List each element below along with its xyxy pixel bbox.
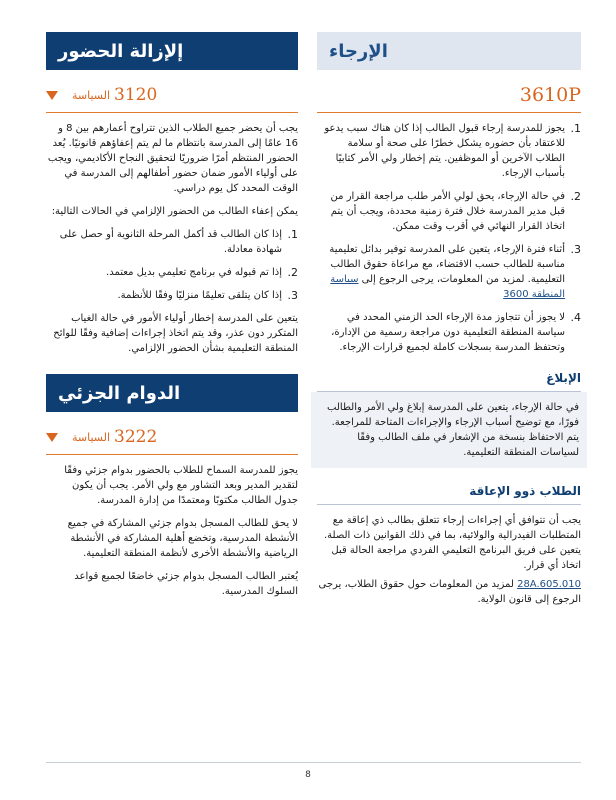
paragraph: يُعتبر الطالب المسجل بدوام جزئي خاضعًا لجميع قواعد السلوك المدرسية. — [74, 571, 298, 597]
policy-code-row — [46, 424, 298, 455]
policy-code-label: السياسة — [72, 430, 111, 444]
intro-paragraph: يجب أن يحضر جميع الطلاب الذين تتراوح أعمارهم بين 8 و 16 عامًا إلى المدرسة بانتظام ما لم يتم إعفاؤهم قانونيًا. يُعد الحضور المنتظم أمرًا ضروريًا لتحقيق النجاح الأكاديمي، ويجب على أولياء الأمور ضمان حضور أطفالهم إلى المدرسة في الوقت المحدد كل يوم دراسي. — [47, 123, 298, 194]
policy-code-row — [317, 82, 581, 113]
paragraph: يجب أن تتوافق أي إجراءات إرجاء تتعلق بطالب ذي إعاقة مع المتطلبات الفيدرالية والولائية، بما في ذلك القوانين ذات الصلة. يتعين على فريق البرنامج التعليمي الفردي مراجعة الحالة قبل اتخاذ أي قرار. — [323, 515, 581, 571]
section-title: إلإزالة الحضور — [58, 40, 184, 62]
policy-link[interactable]: سياسة المنطقة 3600 — [330, 274, 565, 300]
paragraph: يجوز للمدرسة السماح للطلاب بالحضور بدوام جزئي وفقًا لتقدير المدير وبعد التشاور مع ولي الأمر. يجب أن يكون جدول الطالب مكتوبًا ومعتمدًا من إدارة المدرسة. — [64, 465, 298, 506]
policy-code-number: 3120 — [114, 85, 158, 105]
subsection-title: الإبلاغ — [317, 371, 581, 392]
section-title: الإرجاء — [329, 40, 388, 62]
rcw-link[interactable]: 28A.605.010 — [517, 579, 581, 590]
right-column — [317, 32, 581, 607]
page-number: 8 — [305, 770, 311, 780]
policy-code-row — [46, 82, 298, 113]
section-title: الدوام الجزئي — [58, 382, 181, 404]
policy-code-number: 3222 — [114, 427, 158, 447]
closing-paragraph: يتعين على المدرسة إخطار أولياء الأمور في حالة الغياب المتكرر دون عذر، وقد يتم اتخاذ إجراءات إضافية وفقًا للوائح المنطقة التعليمية بشأن الحضور الإلزامي. — [53, 313, 298, 354]
triangle-down-icon — [46, 433, 58, 442]
footer-divider — [46, 762, 581, 763]
list-item: 1. إذا كان الطالب قد أكمل المرحلة الثانوية أو حصل على شهادة معادلة. — [59, 228, 298, 255]
list-intro: يمكن إعفاء الطالب من الحضور الإلزامي في الحالات التالية: — [51, 206, 298, 217]
subsection-title: الطلاب ذوو الإعاقة — [317, 484, 581, 505]
paragraph: 28A.605.010 لمزيد من المعلومات حول حقوق الطلاب، يرجى الرجوع إلى قانون الولاية. — [318, 579, 581, 605]
list-item: 3. أثناء فترة الإرجاء، يتعين على المدرسة توفير بدائل تعليمية مناسبة للطالب حسب الاقتضاء، مع مراعاة حقوق الطالب التعليمية. لمزيد من المعلومات، يرجى الرجوع إلى سياسة المنطقة 3600 — [329, 243, 581, 300]
paragraph: لا يحق للطالب المسجل بدوام جزئي المشاركة في جميع الأنشطة المدرسية، وتخضع أهلية المشاركة في الأنشطة الرياضية والأنشطة الأخرى لأنظمة المنطقة التعليمية. — [67, 518, 298, 559]
triangle-down-icon — [46, 91, 58, 100]
list-item: 3. إذا كان يتلقى تعليمًا منزليًا وفقًا للأنظمة. — [117, 289, 298, 302]
paragraph: في حالة الإرجاء، يتعين على المدرسة إبلاغ ولي الأمر والطالب فورًا، مع توضيح أسباب الإرجاء والإجراءات المتاحة للمراجعة. يتم الاحتفاظ بنسخة من الإشعار في ملف الطالب وفقًا لسياسات المنطقة التعليمية. — [327, 402, 579, 458]
list-item: 2. في حالة الإرجاء، يحق لولي الأمر طلب مراجعة القرار من قبل مدير المدرسة خلال فترة زمنية محددة، ويجب أن يتم اتخاذ القرار النهائي في أقرب وقت ممكن. — [330, 190, 581, 232]
left-column — [46, 32, 298, 599]
policy-code-number: 3610P — [519, 84, 581, 106]
section-header-part-time — [46, 374, 298, 412]
policy-code-label: السياسة — [72, 88, 111, 102]
list-item: 1. يجوز للمدرسة إرجاء قبول الطالب إذا كان هناك سبب يدعو للاعتقاد بأن حضوره يشكل خطرًا على صحة أو سلامة الطلاب الآخرين أو الموظفين. يتم إخطار ولي الأمر كتابيًا بأسباب الإرجاء. — [324, 122, 581, 179]
section-header-attendance — [46, 32, 298, 70]
subsection-body — [311, 392, 587, 468]
section-header-deferral — [317, 32, 581, 70]
list-item: 2. إذا تم قبوله في برنامج تعليمي بديل معتمد. — [106, 266, 298, 279]
list-item: 4. لا يجوز أن تتجاوز مدة الإرجاء الحد الزمني المحدد في سياسة المنطقة التعليمية دون مراجعة رسمية من الإدارة، وتحتفظ المدرسة بسجلات كاملة لجميع قرارات الإرجاء. — [331, 311, 581, 353]
